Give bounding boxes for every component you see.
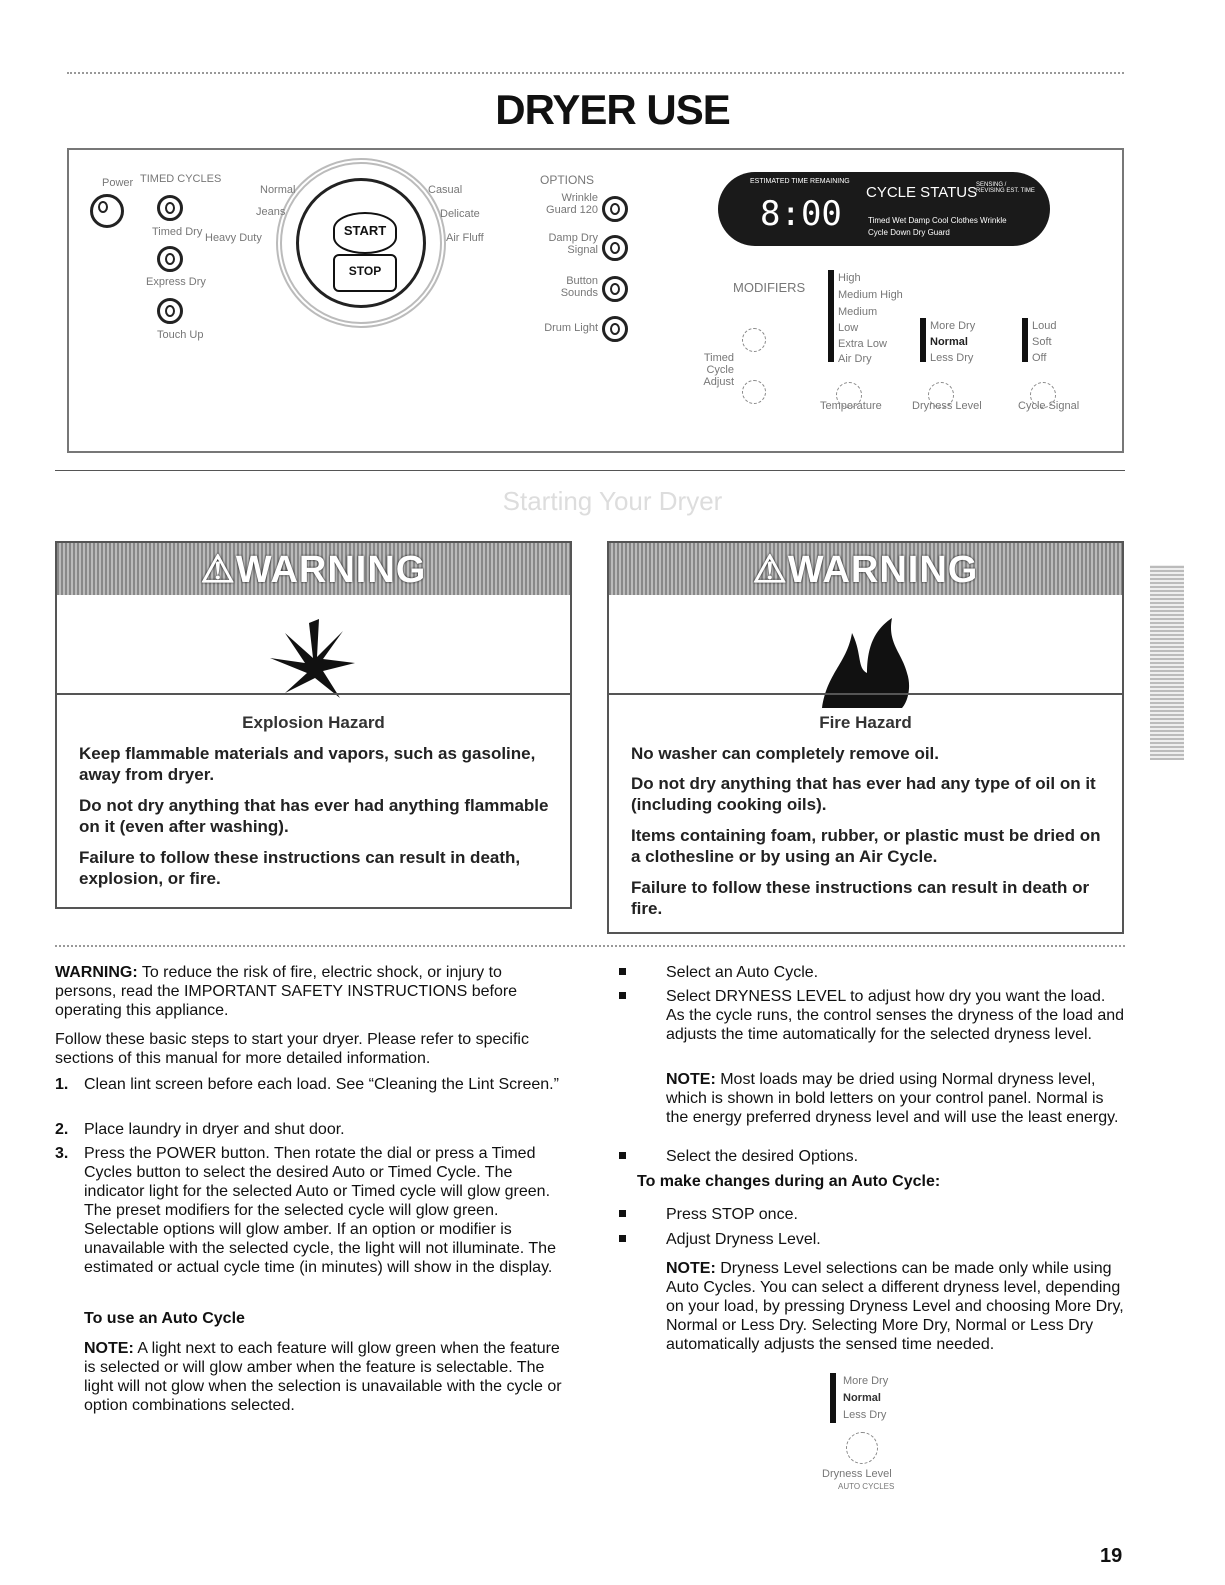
warning-line-1: No washer can completely remove oil. [631,744,940,763]
fire-icon [609,603,1122,723]
sensing-label: SENSING / REVISING EST. TIME [976,182,1035,194]
step-2: Place laundry in dryer and shut door. [84,1121,345,1138]
warning-paragraph: WARNING: To reduce the risk of fire, electric shock, or injury to persons, read the IMPORTANT SAFETY INSTRUCTIONS before operating this appliance. [55,964,518,1019]
temp-air-dry: Air Dry [838,353,872,365]
auto-cycle-note: NOTE: A light next to each feature will glow green when the feature is selected or will glow amber when the feature is selectable. The light will not glow when the selection is unavailable with the cycle or option combinations selected. [84,1340,562,1414]
body-separator [55,945,1125,947]
normal-note: NOTE: Most loads may be dried using Normal dryness level, which is shown in bold letters on your control panel. Normal is the energy preferred dryness level and will use the least energy. [666,1071,1119,1126]
warning-divider [609,693,1122,695]
bullet-4: Press STOP once. [666,1206,798,1223]
mini-normal: Normal [843,1392,881,1404]
temp-extra-low: Extra Low [838,338,887,350]
estimated-time-label: ESTIMATED TIME REMAINING [750,178,850,185]
adjust-up-button[interactable] [742,328,766,352]
touch-up-button[interactable] [157,298,183,324]
option-button-sounds: Button Sounds [560,275,598,299]
option-wrinkle-guard: Wrinkle Guard 120 [546,192,598,216]
dial-normal: Normal [260,184,296,196]
warning-line-3: Failure to follow these instructions can result in death, explosion, or fire. [79,848,521,888]
dial-heavy-duty: Heavy Duty [205,232,262,244]
mini-auto-cycles: AUTO CYCLES [838,1482,895,1491]
express-dry-button[interactable] [157,246,183,272]
mini-dryness-bar [830,1373,836,1423]
mini-more-dry: More Dry [843,1375,889,1387]
temp-high: High [838,272,861,284]
dryness-less: Less Dry [930,352,974,364]
hazard-title: Fire Hazard [819,713,912,732]
bullet [619,968,626,975]
dryness-more: More Dry [930,320,976,332]
warning-line-4: Failure to follow these instructions can result in death or fire. [631,878,1090,918]
bullet [619,992,626,999]
warning-header [609,543,1122,595]
signal-soft: Soft [1032,336,1052,348]
temperature-label: Temperature [820,400,882,412]
side-tab [1150,565,1184,760]
timed-cycles-label: TIMED CYCLES [140,173,222,185]
bullet-3: Select the desired Options. [666,1148,859,1165]
step-number: 1. [55,1076,69,1093]
step-1: Clean lint screen before each load. See “Cleaning the Lint Screen.” [84,1076,559,1093]
bullet [619,1152,626,1159]
express-dry-label: Express Dry [146,276,206,288]
button-sounds-button[interactable] [602,276,628,302]
dryness-note: NOTE: Dryness Level selections can be made only while using Auto Cycles. You can select a different dryness level, depending on your load, by pressing Dryness Level and choosing More Dry, Normal or Less Dry. Selecting More Dry, Normal or Less Dry automatically adjusts the sensed time needed. [666,1260,1124,1353]
cycle-signal-label: Cycle Signal [1018,400,1080,412]
signal-off: Off [1032,352,1047,364]
warning-label: ⚠WARNING [752,549,979,591]
damp-dry-signal-button[interactable] [602,235,628,261]
status-display [718,172,1050,246]
power-label: Power [102,177,134,189]
bullet-2: Select DRYNESS LEVEL to adjust how dry you want the load. As the cycle runs, the control senses the dryness of the load and adjusts the time automatically for the selected dryness level. [666,988,1125,1043]
mini-dryness-label: Dryness Level [822,1468,892,1480]
dial-air-fluff: Air Fluff [446,232,484,244]
page-title: DRYER USE [495,86,730,133]
power-button[interactable] [90,194,124,228]
mini-dryness-button [846,1432,878,1464]
timed-dry-label: Timed Dry [152,226,203,238]
warning-line-2: Do not dry anything that has ever had any type of oil on it (including cooking oils). [631,774,1096,814]
wrinkle-guard-button[interactable] [602,196,628,222]
stop-button[interactable]: STOP [333,254,397,292]
option-drum-light: Drum Light [544,322,598,334]
step-number: 2. [55,1121,69,1138]
page-number: 19 [1100,1545,1123,1567]
dial-jeans: Jeans [256,206,286,218]
hazard-title: Explosion Hazard [242,713,385,732]
warning-line-3: Items containing foam, rubber, or plastic must be dried on a clothesline or by using an Air Cycle. [631,826,1101,866]
changes-heading: To make changes during an Auto Cycle: [637,1173,941,1190]
cycle-status-label: CYCLE STATUS [866,184,978,201]
temp-medium: Medium [838,306,878,318]
warning-label: ⚠WARNING [200,549,427,591]
touch-up-label: Touch Up [157,329,204,341]
bullet [619,1235,626,1242]
temp-medium-high: Medium High [838,289,903,301]
top-rule [67,72,1124,74]
section-heading: Starting Your Dryer [502,486,723,516]
bullet [619,1210,626,1217]
start-button[interactable]: START [333,212,397,254]
drum-light-button[interactable] [602,316,628,342]
dryness-level-label: Dryness Level [912,400,982,412]
auto-cycle-heading: To use an Auto Cycle [84,1310,245,1327]
dryness-normal: Normal [930,336,968,348]
modifiers-label: MODIFIERS [733,280,806,295]
warning-divider [57,693,570,695]
dryness-bar [920,318,926,362]
section-rule [55,470,1125,471]
warning-header [57,543,570,595]
step-3: Press the POWER button. Then rotate the dial or press a Timed Cycles button to select the desired Auto or Timed Cycle. The indicator light for the selected Auto or Timed cycle will glow green. The preset modifiers for the selected cycle will glow green. Selectable options will glow amber. If an option or modifier is unavailable with the selected cycle, the light will not illuminate. The estimated or actual cycle time (in minutes) will show in the display. [84,1145,556,1276]
step-number: 3. [55,1145,69,1162]
warning-box-explosion [55,541,572,909]
warning-line-2: Do not dry anything that has ever had anything flammable on it (even after washing). [79,796,549,836]
warning-line-1: Keep flammable materials and vapors, such as gasoline, away from dryer. [79,744,536,784]
signal-loud: Loud [1032,320,1057,332]
option-damp-dry: Damp Dry Signal [548,232,598,256]
intro-paragraph: Follow these basic steps to start your dryer. Please refer to specific sections of this manual for more detailed information. [55,1031,529,1067]
time-readout: 8:00 [760,194,842,234]
status-items: Timed Wet Damp Cool Clothes Wrinkle [868,216,1007,225]
explosion-icon [57,603,570,723]
dial-casual: Casual [428,184,463,196]
mini-less-dry: Less Dry [843,1409,887,1421]
options-label: OPTIONS [540,173,595,187]
bullet-5: Adjust Dryness Level. [666,1231,821,1248]
bullet-1: Select an Auto Cycle. [666,964,819,981]
timed-dry-button[interactable] [157,195,183,221]
signal-bar [1022,318,1028,362]
timed-cycle-adjust-label: Timed Cycle Adjust [703,352,734,388]
temp-low: Low [838,322,859,334]
temperature-bar [828,270,834,362]
adjust-down-button[interactable] [742,380,766,404]
dial-delicate: Delicate [440,208,480,220]
warning-box-fire [607,541,1124,934]
status-items-2: Cycle Down Dry Guard [868,228,950,237]
